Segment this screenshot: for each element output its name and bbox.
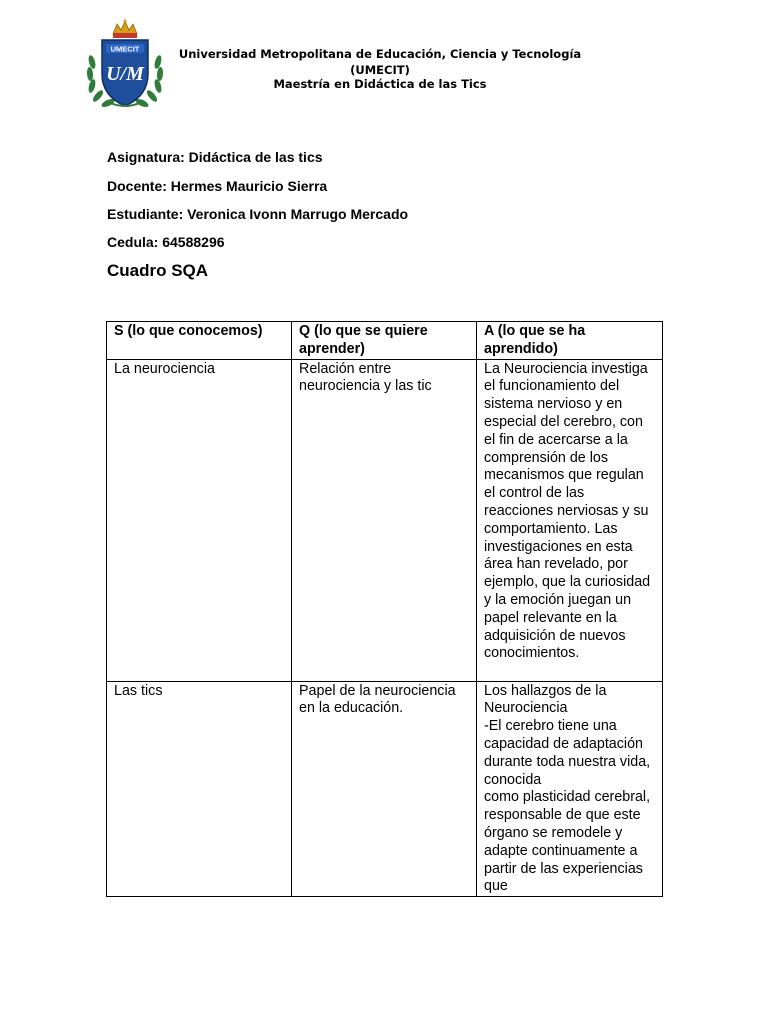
program-name: Maestría en Didáctica de las Tics [273, 77, 487, 91]
cell-s: La neurociencia [107, 359, 292, 681]
umecit-logo [84, 18, 166, 112]
university-name: Universidad Metropolitana de Educación, Ciencia y Tecnología (UMECIT) [178, 47, 582, 77]
header-q: Q (lo que se quiere aprender) [292, 322, 477, 360]
student-line: Estudiante: Veronica Ivonn Marrugo Mercado [107, 206, 409, 222]
sqa-table [106, 321, 663, 897]
logo-monogram: U/M [106, 63, 144, 85]
id-line: Cedula: 64588296 [107, 234, 225, 250]
logo-text: UMECIT [110, 44, 140, 54]
crown-icon [113, 19, 137, 38]
cell-a: Los hallazgos de la Neurociencia -El cerebro tiene una capacidad de adaptación durante toda nuestra vida, conocida como plasticidad cerebral, responsable de que este órgano se remodele y adapte continuamente a partir de las experiencias que [477, 681, 663, 897]
cell-q: Papel de la neurociencia en la educación. [292, 681, 477, 897]
subject-line: Asignatura: Didáctica de las tics [107, 149, 323, 165]
table-row [107, 359, 663, 681]
section-title: Cuadro SQA [107, 261, 209, 280]
teacher-line: Docente: Hermes Mauricio Sierra [107, 178, 328, 194]
cell-a: La Neurociencia investiga el funcionamiento del sistema nervioso y en especial del cerebro, con el fin de acercarse a la comprensión de los mecanismos que regulan el control de las reacciones nerviosas y su comportamiento. Las investigaciones en esta área han revelado, por ejemplo, que la curiosidad y la emoción juegan un papel relevante en la adquisición de nuevos conocimientos. [477, 359, 663, 681]
cell-s: Las tics [107, 681, 292, 897]
table-header-row [107, 322, 663, 360]
cell-q: Relación entre neurociencia y las tic [292, 359, 477, 681]
header-s: S (lo que conocemos) [107, 322, 292, 360]
table-row [107, 681, 663, 897]
header-a: A (lo que se ha aprendido) [477, 322, 663, 360]
